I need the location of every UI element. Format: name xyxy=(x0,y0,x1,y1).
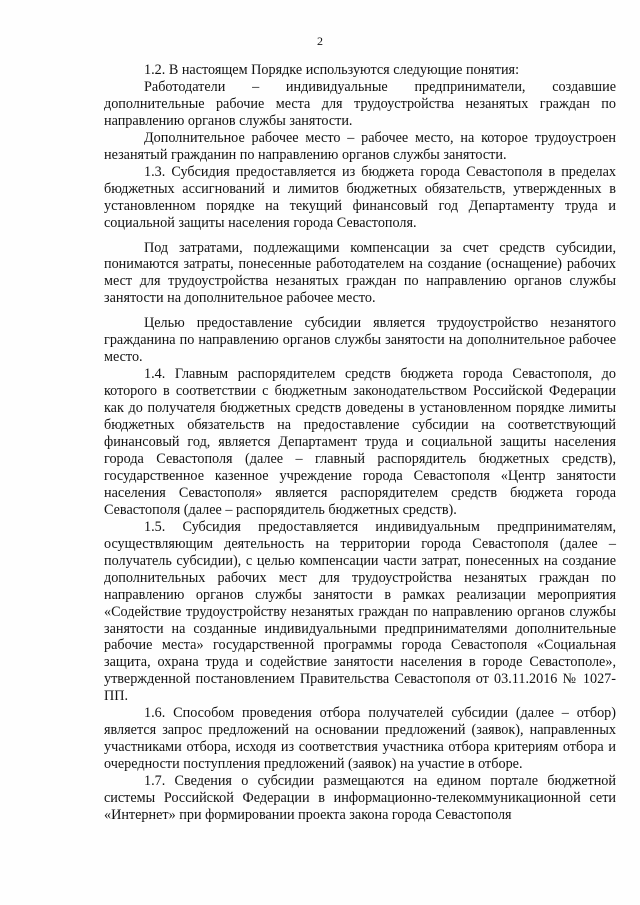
paragraph-employers-definition: Работодатели – индивидуальные предприниматели, создавшие дополнительные рабочие места для трудоустройства незанятых граждан по направлению органов службы занятости. xyxy=(104,78,616,129)
paragraph-costs: Под затратами, подлежащими компенсации за счет средств субсидии, понимаются затраты, понесенные работодателем на создание (оснащение) рабочих мест для трудоустройства незанятых граждан по направлению органов службы занятости на дополнительное рабочее место. xyxy=(104,239,616,307)
paragraph-1-6: 1.6. Способом проведения отбора получателей субсидии (далее – отбор) является запрос предложений на основании предложений (заявок), направленных участниками отбора, исходя из соответствия участника отбора критериям отбора и очередности поступления предложений (заявок) на участие в отборе. xyxy=(104,705,616,773)
paragraph-purpose: Целью предоставление субсидии является трудоустройство незанятого гражданина по направлению органов службы занятости на дополнительное рабочее место. xyxy=(104,315,616,366)
paragraph-1-5: 1.5. Субсидия предоставляется индивидуальным предпринимателям, осуществляющим деятельность на территории города Севастополя (далее – получатель субсидии), с целью компенсации части затрат, понесенных на создание дополнительных рабочих мест для трудоустройства незанятых граждан по направлению органов службы занятости в рамках реализации мероприятия «Содействие трудоустройству незанятых граждан по направлению органов службы занятости на созданные индивидуальными предпринимателями дополнительные рабочие места» государственной программы города Севастополя «Социальная защита, охрана труда и содействие занятости населения в городе Севастополе», утвержденной постановлением Правительства Севастополя от 03.11.2016 № 1027-ПП. xyxy=(104,518,616,705)
paragraph-workplace-definition: Дополнительное рабочее место – рабочее место, на которое трудоустроен незанятый гражданин по направлению органов службы занятости. xyxy=(104,129,616,163)
document-body xyxy=(104,62,616,824)
paragraph-1-7: 1.7. Сведения о субсидии размещаются на едином портале бюджетной системы Российской Федерации в информационно-телекоммуникационной сети «Интернет» при формировании проекта закона города Севастополя xyxy=(104,773,616,823)
paragraph-1-3: 1.3. Субсидия предоставляется из бюджета города Севастополя в пределах бюджетных ассигнований и лимитов бюджетных обязательств, утвержденных в установленном порядке на текущий финансовый год Департаменту труда и социальной защиты населения города Севастополя. xyxy=(104,163,616,231)
paragraph-1-2: 1.2. В настоящем Порядке используются следующие понятия: xyxy=(144,62,520,78)
page-number: 2 xyxy=(317,34,323,48)
paragraph-1-4: 1.4. Главным распорядителем средств бюджета города Севастополя, до которого в соответствии с бюджетным законодательством Российской Федерации как до получателя бюджетных средств доведены в установленном порядке лимиты бюджетных обязательств на предоставление субсидии на соответствующий финансовый год, является Департамент труда и социальной защиты населения города Севастополя (далее – главный распорядитель бюджетных средств), государственное казенное учреждение города Севастополя «Центр занятости населения Севастополя» является распорядителем средств бюджета города Севастополя (далее – распорядитель бюджетных средств). xyxy=(104,366,616,518)
